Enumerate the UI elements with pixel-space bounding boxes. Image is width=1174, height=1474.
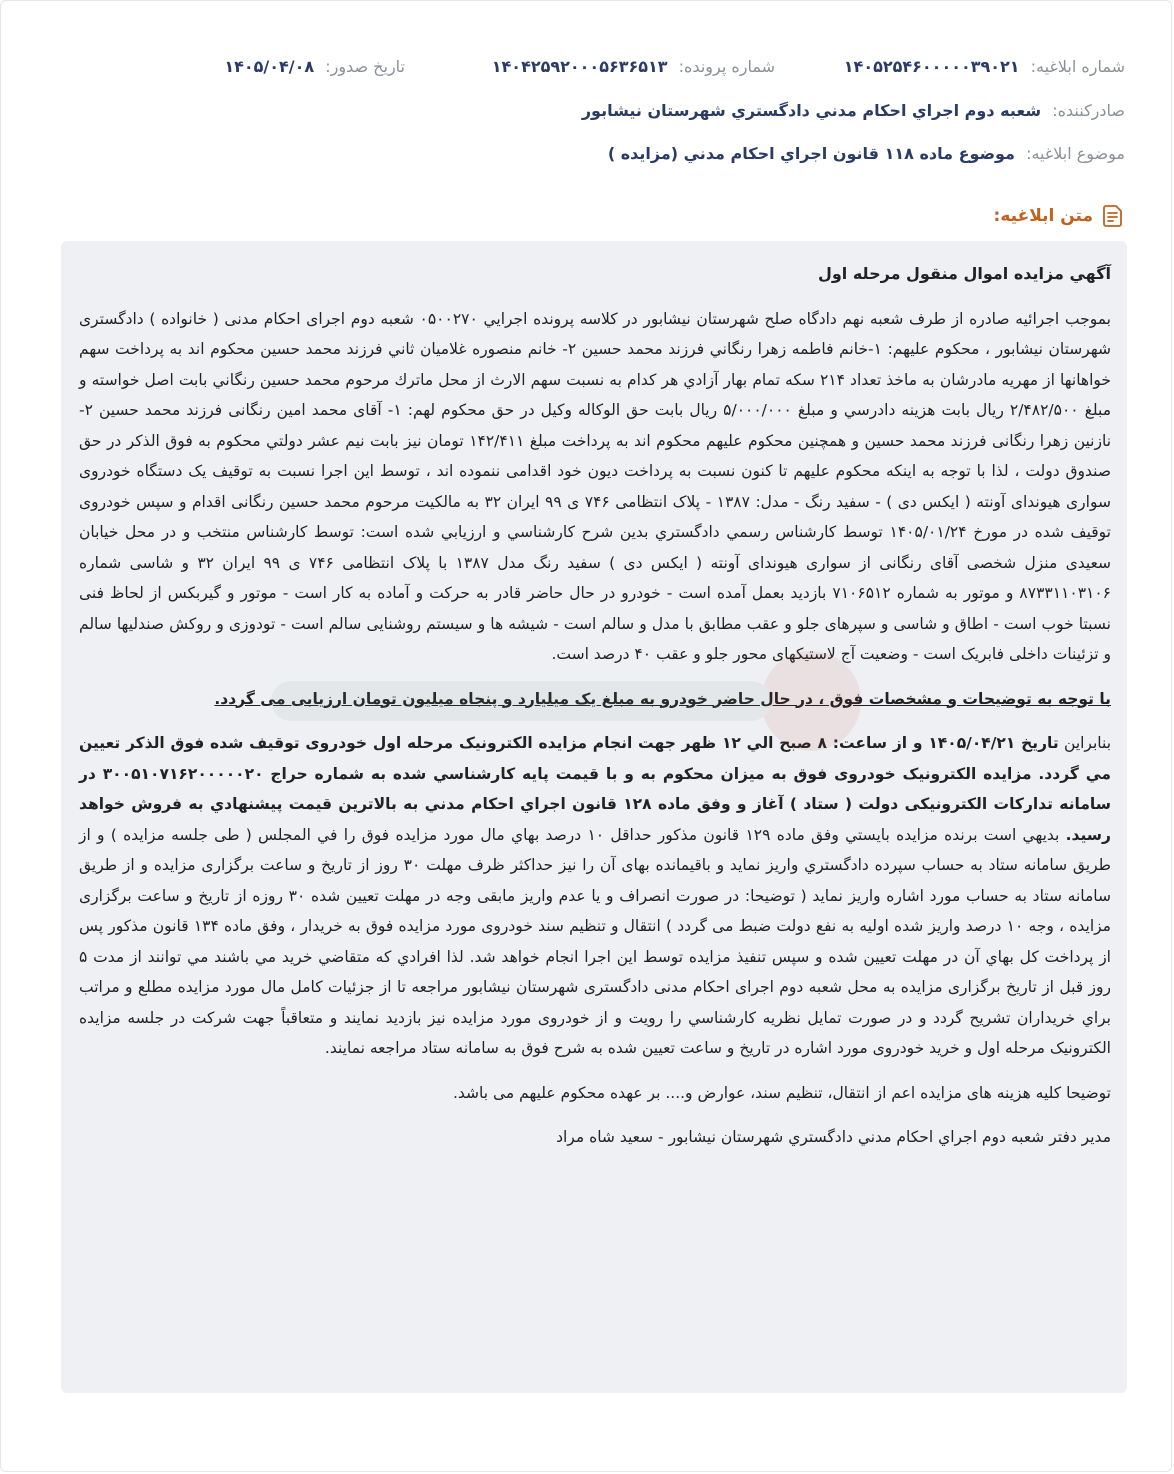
notice-title: آگهي مزايده اموال منقول مرحله اول	[817, 264, 1111, 283]
notice-body	[61, 241, 1127, 1393]
issuer-label: صادرکننده:	[1052, 101, 1125, 120]
document-text-icon	[1101, 203, 1125, 229]
case-number-value: ۱۴۰۴۲۵۹۲۰۰۰۵۶۳۶۵۱۳	[491, 57, 668, 76]
paragraph-3-rest: بديهي است برنده مزایده بايستي وفق ماده ۱۲۹ قانون مذكور حداقل ۱۰ درصد بهاي مال مورد مزايده فوق را في المجلس ( طی جلسه مزایده ) و از طریق سامانه ستاد به حساب سپرده دادگستري واريز نمايد و باقيمانده بهای آن را نیز حداكثر ظرف مهلت ۳۰ روز از تاريخ و ساعت برگزاری مزایده و از طریق سامانه ستاد به حساب مورد اشاره واریز نماید ( توضیحا: در صورت انصراف و یا عدم واریز مابقی وجه در مهلت تعیین شده ۳۰ روزه از تاریخ و ساعت برگزاری مزایده ، وجه ۱۰ درصد واریز شده اولیه به نفع دولت ضبط می گردد ) انتقال و تنظیم سند خودروی مورد مزايده فوق به خریدار ، وفق ماده ۱۳۴ قانون مذكور پس از پرداخت كل بهاي آن در مهلت تعیین شده و سپس تنفیذ مزایده توسط این اجرا انجام خواهد شد. لذا افرادي كه متقاضي خريد مي باشند مي توانند از مدت ۵ روز قبل از تاریخ برگزاری مزایده به محل شعبه دوم اجرای احکام مدنی دادگستری شهرستان نیشابور مراجعه تا از جزئیات کامل مال مورد مزايده مطلع و مراتب براي خريداران تشريح گردد و در صورت تمایل نظريه كارشناسي را رويت و از خودروی مورد مزایده نیز بازدید نمایند و متعاقباً جهت شرکت در جلسه مزایده الکترونیک مرحله اول و خرید خودروی مورد اشاره در تاریخ و ساعت تعیین شده به شرح فوق به سامانه ستاد مراجعه نمایند.	[79, 825, 1111, 1057]
subject-value: موضوع ماده ۱۱۸ قانون اجراي احكام مدني (مزايده )	[607, 144, 1015, 163]
notice-paragraph-1: بموجب اجرائيه صادره از طرف شعبه نهم دادگاه صلح شهرستان نيشابور در كلاسه پرونده اجرايي ۰۵۰۰۲۷۰ شعبه دوم اجرای احکام مدنی ( خانواده ) دادگستری شهرستان نیشابور ، محکوم علیهم: ۱-خانم فاطمه زهرا رنگاني فرزند محمد حسين ۲- خانم منصوره غلاميان ثاني فرزند محمد حسين محكوم اند به پرداخت سهم خواهانها از مهريه مادرشان به ماخذ تعداد ۲۱۴ سكه تمام بهار آزادي هر كدام به نسبت سهم الارث از محل ماترك مرحوم محمد حسين رنگاني بابت اصل خواسته و مبلغ ۲/۴۸۲/۵۰۰ ريال بابت هزينه دادرسي و مبلغ ۵/۰۰۰/۰۰۰ ريال بابت حق الوكاله وكيل در حق محكوم لهم: ۱- آقای محمد امين رنگانی فرزند محمد حسين ۲- نازنين زهرا رنگانی فرزند محمد حسين و همچنين محكوم عليهم محكوم اند به پرداخت مبلغ ۱۴۲/۴۱۱ تومان نيز بابت نيم عشر دولتي محكوم به فوق الذكر در حق صندوق دولت ، لذا با توجه به اينكه محكوم عليهم تا كنون نسبت به پرداخت ديون خود اقدامی ننموده اند ، توسط این اجرا نسبت به توقیف یک دستگاه خودروی سواری هیوندای آونته ( ایکس دی ) - سفید رنگ - مدل: ۱۳۸۷ - پلاک انتظامی ۷۴۶ ی ۹۹ ایران ۳۲ به مالکیت مرحوم محمد حسین رنگانی اقدام و سپس خودروی توقیف شده در مورخ ۱۴۰۵/۰۱/۲۴ توسط كارشناس رسمي دادگستري بدين شرح كارشناسي و ارزيابي شده است: توسط کارشناس منتخب و در محل خیابان سعیدی منزل شخصی آقای رنگانی از سواری هیوندای آونته ( ایکس دی ) سفید رنگ مدل ۱۳۸۷ با پلاک انتظامی ۷۴۶ ی ۹۹ ایران ۳۲ و شاسی شماره ۸۷۳۳۱۱۰۳۱۰۶ و موتور به شماره ۷۱۰۶۵۱۲ بازدید بعمل آمده است - خودرو در حال حاضر قادر به حرکت و آماده به کار است - موتور و گیربکس از لحاظ فنی نسبتا خوب است - اطاق و شاسی و سپرهای جلو و عقب مطابق با مدل و سالم است - شیشه ها و سیستم روشنایی سالم است - تودوزی و روکش صندلیها سالم و تزئینات داخلی فابریک است - وضعیت آج لاستیکهای محور جلو و عقب ۴۰ درصد است.	[79, 309, 1112, 663]
issue-date-value: ۱۴۰۵/۰۴/۰۸	[224, 57, 315, 76]
subject-label: موضوع ابلاغیه:	[1026, 144, 1125, 163]
issuer-value: شعبه دوم اجراي احكام مدني دادگستري شهرستان نيشابور	[581, 101, 1042, 120]
subject-line	[608, 144, 1125, 163]
issue-date	[224, 57, 405, 76]
notice-paragraph-3	[79, 728, 1111, 1064]
notice-paragraph-2: با توجه به توضیحات و مشخصات فوق ، در حال حاضر خودرو به مبلغ یک میلیارد و پنجاه میلیون تومان ارزیابی می گردد.	[214, 689, 1111, 708]
issue-date-label: تاریخ صدور:	[325, 57, 405, 76]
notice-number-label: شماره ابلاغیه:	[1030, 57, 1125, 76]
case-number	[492, 57, 775, 76]
paragraph-3-intro: بنابراين	[1064, 734, 1112, 752]
notice-signature: مدير دفتر شعبه دوم اجراي احكام مدني دادگستري شهرستان نيشابور - سعيد شاه مراد	[556, 1128, 1111, 1146]
case-number-label: شماره پرونده:	[678, 57, 775, 76]
meta-row	[47, 57, 1125, 85]
notice-number-value: ۱۴۰۵۲۵۴۶۰۰۰۰۰۳۹۰۲۱	[843, 57, 1020, 76]
paragraph-3-bold: تاريخ ۱۴۰۵/۰۴/۲۱ و از ساعت: ۸ صبح الي ۱۲ ظهر جهت انجام مزايده الكترونيک مرحله اول خودروی توقيف شده فوق الذكر تعيين مي گردد. مزايده الكترونيک خودروی فوق به ميزان محكوم به و با قيمت پايه كارشناسي شده به شماره حراج ۳۰۰۵۱۰۷۱۶۲۰۰۰۰۰۲۰ در سامانه تدارکات الکترونیکی دولت ( ستاد ) آغاز و وفق ماده ۱۲۸ قانون اجراي احكام مدني به بالاترين قيمت پيشنهادي به فروش خواهد رسيد.	[79, 734, 1111, 844]
issuer-line	[582, 101, 1125, 120]
notice-number	[844, 57, 1125, 76]
section-header	[994, 201, 1125, 231]
section-title: متن ابلاغیه:	[993, 206, 1093, 226]
notice-paragraph-4: توضیحا کلیه هزینه های مزایده اعم از انتقال، تنظیم سند، عوارض و.... بر عهده محکوم علیهم می باشد.	[452, 1083, 1111, 1102]
